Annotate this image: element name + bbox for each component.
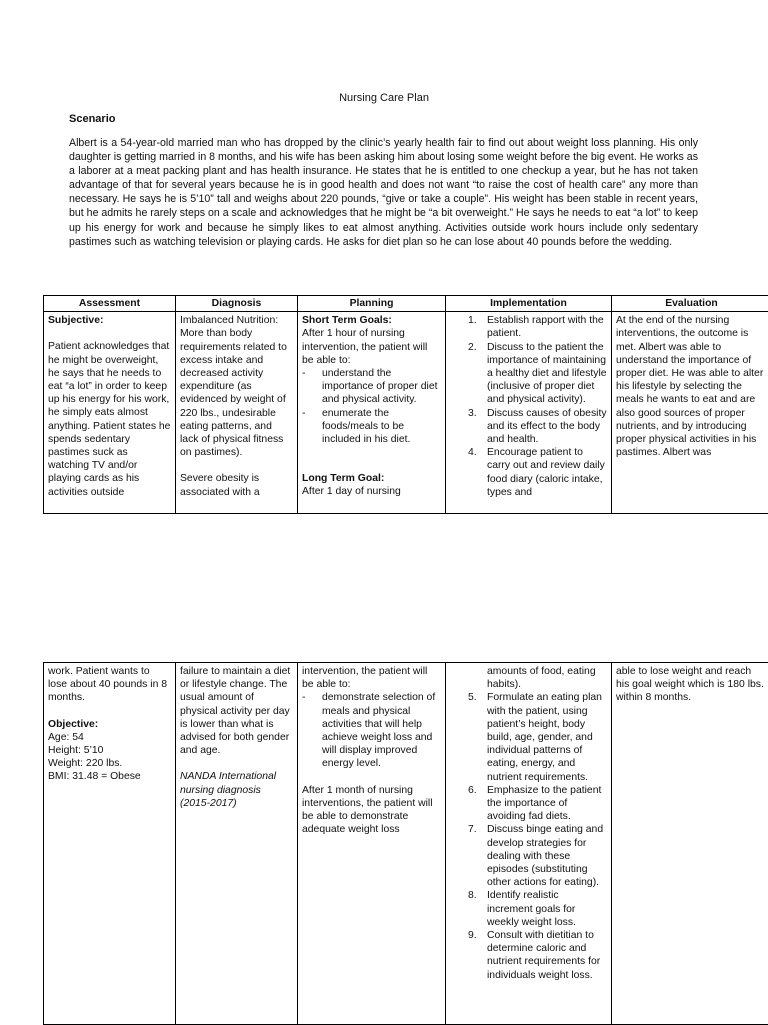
evaluation-text-cont: able to lose weight and reach his goal weight which is 180 lbs. within 8 months. [616, 665, 767, 705]
month-goal: After 1 month of nursing interventions, the patient will be able to demonstrate adequate weight loss [302, 784, 441, 837]
objective-label: Objective: [48, 718, 171, 731]
scenario-paragraph: Albert is a 54-year-old married man who has dropped by the clinic’s yearly health fair to find out about weight loss planning. His only daughter is getting married in 8 months, and his wife has been asking him about losing some weight before the big event. He works as a laborer at a meat packing plant and has health insurance. He states that he is entitled to one checkup a year, but he has not taken advantage of that for several years because he is in good health and does not want “to raise the cost of health care” any more than necessary. He says he is 5’10” tall and weighs about 220 pounds, “give or take a couple”. His weight has been stable in recent years, but he admits he rarely steps on a scale and acknowledges that he might be “a bit overweight.” He says he needs to eat “a lot” to keep up his energy for work and because he simply likes to eat almost anything. Activities outside work hours include only sedentary pastimes such as watching television or playing cards. He asks for diet plan so he can lose about 40 pounds before the wedding. [69, 136, 698, 249]
long-term-intro: After 1 day of nursing [302, 485, 441, 498]
objective-bmi: BMI: 31.48 = Obese [48, 770, 171, 783]
short-term-goal: - understand the importance of proper diet and physical activity. [302, 367, 441, 407]
header-diagnosis: Diagnosis [176, 296, 298, 312]
care-plan-table-page2 [43, 662, 768, 1025]
subjective-text: Patient acknowledges that he might be overweight, he says that he needs to eat “a lot” in order to keep up his energy for his work, he simply eats almost anything. Patient states he spends sedentary pastimes suck as watching TV and/or playing cards as his activities outside [48, 340, 171, 498]
diagnosis-text: Imbalanced Nutrition: More than body requirements related to excess intake and decreased activity expenditure (as evidenced by weight of 220 lbs., undesirable eating patterns, and lack of physical fitness on pastimes). [180, 314, 293, 459]
objective-age: Age: 54 [48, 731, 171, 744]
diagnosis-text-2: Severe obesity is associated with a [180, 472, 293, 498]
implementation-item: 6. Emphasize to the patient the importance of avoiding fad diets. [450, 784, 607, 824]
diagnosis-cell [176, 312, 298, 514]
planning-cell-cont [298, 663, 446, 1025]
header-evaluation: Evaluation [612, 296, 768, 312]
objective-weight: Weight: 220 lbs. [48, 757, 171, 770]
header-assessment: Assessment [44, 296, 176, 312]
long-term-goal: - demonstrate selection of meals and physical activities that will help achieve weight loss and will display improved energy level. [302, 691, 441, 770]
document-title: Nursing Care Plan [0, 92, 768, 104]
table-header-row [44, 296, 768, 312]
table-row [44, 663, 768, 1025]
implementation-cell [446, 312, 612, 514]
implementation-item: 5. Formulate an eating plan with the patient, using patient’s height, body build, age, gender, and individual patterns of eating, energy, and nutrient requirements. [450, 691, 607, 783]
short-term-intro: After 1 hour of nursing intervention, the patient will be able to: [302, 327, 441, 367]
subjective-label: Subjective: [48, 314, 171, 327]
care-plan-table-page1 [43, 295, 768, 514]
short-term-goal: - enumerate the foods/meals to be included in his diet. [302, 407, 441, 447]
diagnosis-source: NANDA International nursing diagnosis (2015-2017) [180, 770, 293, 810]
header-planning: Planning [298, 296, 446, 312]
implementation-item: 2. Discuss to the patient the importance of maintaining a healthy diet and lifestyle (inclusive of proper diet and physical activity). [450, 341, 607, 407]
implementation-item: 4. Encourage patient to carry out and review daily food diary (caloric intake, types and [450, 446, 607, 499]
evaluation-cell-cont [612, 663, 768, 1025]
evaluation-cell [612, 312, 768, 514]
implementation-item-cont: amounts of food, eating habits). [450, 665, 607, 691]
implementation-item: 8. Identify realistic increment goals for weekly weight loss. [450, 889, 607, 929]
implementation-item: 1. Establish rapport with the patient. [450, 314, 607, 340]
implementation-item: 7. Discuss binge eating and develop strategies for dealing with these episodes (substituting other actions for eating). [450, 823, 607, 889]
assessment-cell-cont [44, 663, 176, 1025]
objective-height: Height: 5’10 [48, 744, 171, 757]
assessment-cell [44, 312, 176, 514]
long-term-label: Long Term Goal: [302, 472, 441, 485]
diagnosis-text-2-cont: failure to maintain a diet or lifestyle change. The usual amount of physical activity per day is lower than what is advised for both gender and age. [180, 665, 293, 757]
evaluation-text: At the end of the nursing interventions, the outcome is met. Albert was able to understand the importance of proper diet. He was able to alter his lifestyle by selecting the meals he wants to eat and are also good sources of proper nutrients, and by introducing proper physical activities in his pastimes. Albert was [616, 314, 767, 459]
implementation-item: 9. Consult with dietitian to determine caloric and nutrient requirements for individuals weight loss. [450, 929, 607, 982]
subjective-text-cont: work. Patient wants to lose about 40 pounds in 8 months. [48, 665, 171, 705]
scenario-heading: Scenario [69, 113, 115, 125]
planning-cell [298, 312, 446, 514]
implementation-cell-cont [446, 663, 612, 1025]
header-implementation: Implementation [446, 296, 612, 312]
diagnosis-cell-cont [176, 663, 298, 1025]
table-row [44, 312, 768, 514]
short-term-label: Short Term Goals: [302, 314, 441, 327]
implementation-item: 3. Discuss causes of obesity and its effect to the body and health. [450, 407, 607, 447]
long-term-intro-cont: intervention, the patient will be able to: [302, 665, 441, 691]
